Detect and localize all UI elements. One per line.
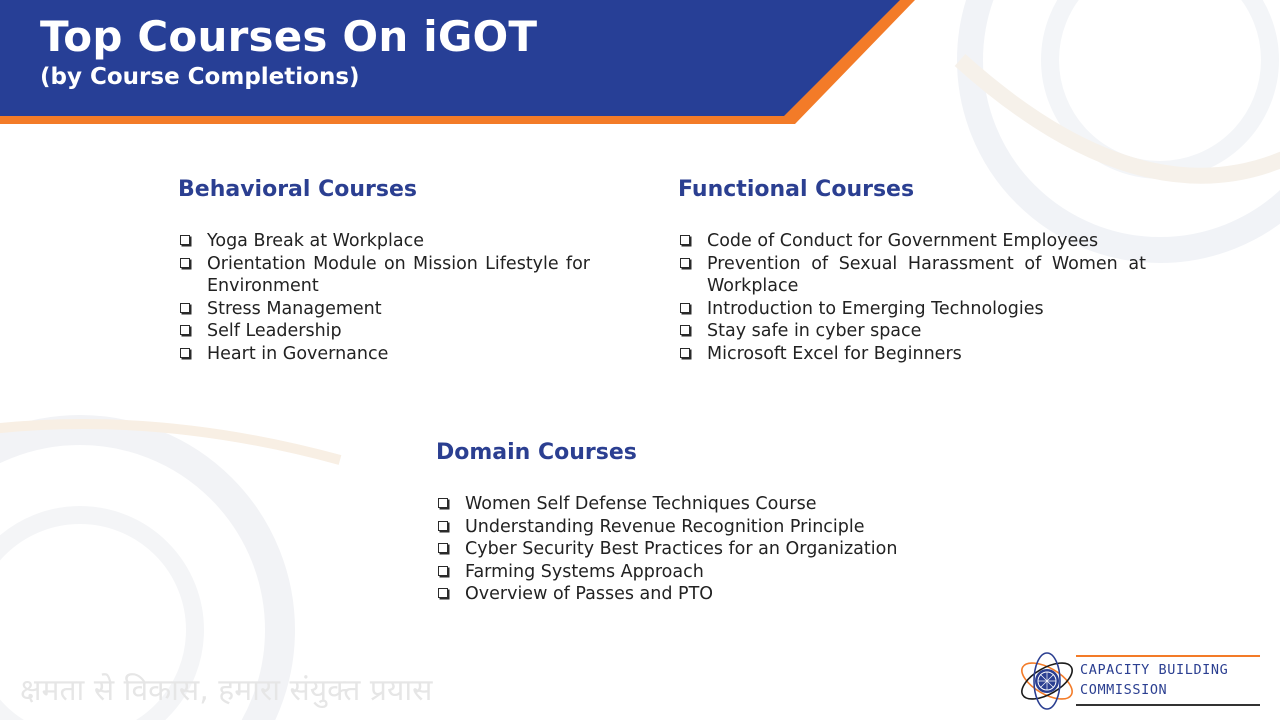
checkbox-bullet-icon xyxy=(438,588,448,598)
section-heading-behavioral: Behavioral Courses xyxy=(178,177,417,202)
list-item: Orientation Module on Mission Lifestyle for Environment xyxy=(178,253,590,298)
course-list-domain xyxy=(436,493,914,606)
checkbox-bullet-icon xyxy=(438,566,448,576)
list-item: Self Leadership xyxy=(178,320,590,343)
course-list-functional xyxy=(678,230,1146,365)
checkbox-bullet-icon xyxy=(680,325,690,335)
checkbox-bullet-icon xyxy=(438,543,448,553)
checkbox-bullet-icon xyxy=(438,498,448,508)
list-item: Understanding Revenue Recognition Principle xyxy=(436,516,914,539)
list-item: Farming Systems Approach xyxy=(436,561,914,584)
checkbox-bullet-icon xyxy=(680,303,690,313)
page-subtitle: (by Course Completions) xyxy=(40,64,360,90)
section-heading-functional: Functional Courses xyxy=(678,177,915,202)
functional-courses-section xyxy=(678,177,1146,365)
logo-divider-bottom xyxy=(1076,704,1260,706)
checkbox-bullet-icon xyxy=(180,303,190,313)
behavioral-courses-section xyxy=(178,177,590,365)
checkbox-bullet-icon xyxy=(180,258,190,268)
checkbox-bullet-icon xyxy=(180,235,190,245)
hindi-slogan-watermark: क्षमता से विकास, हमारा संयुक्त प्रयास xyxy=(20,673,433,708)
domain-courses-section xyxy=(436,440,914,606)
ashoka-chakra-icon xyxy=(1016,650,1078,712)
list-item: Stress Management xyxy=(178,298,590,321)
logo-text-line1: CAPACITY BUILDING xyxy=(1080,662,1229,678)
checkbox-bullet-icon xyxy=(680,258,690,268)
list-item: Yoga Break at Workplace xyxy=(178,230,590,253)
checkbox-bullet-icon xyxy=(180,325,190,335)
list-item: Microsoft Excel for Beginners xyxy=(678,343,1146,366)
course-list-behavioral xyxy=(178,230,590,365)
checkbox-bullet-icon xyxy=(680,348,690,358)
section-heading-domain: Domain Courses xyxy=(436,440,637,465)
checkbox-bullet-icon xyxy=(180,348,190,358)
cbc-logo xyxy=(1016,650,1268,712)
list-item: Women Self Defense Techniques Course xyxy=(436,493,914,516)
page-title: Top Courses On iGOT xyxy=(40,12,538,61)
list-item: Overview of Passes and PTO xyxy=(436,583,914,606)
checkbox-bullet-icon xyxy=(680,235,690,245)
list-item: Heart in Governance xyxy=(178,343,590,366)
logo-text-line2: COMMISSION xyxy=(1080,682,1168,698)
list-item: Prevention of Sexual Harassment of Women at Workplace xyxy=(678,253,1146,298)
list-item: Stay safe in cyber space xyxy=(678,320,1146,343)
list-item: Cyber Security Best Practices for an Organization xyxy=(436,538,914,561)
logo-divider-top xyxy=(1076,655,1260,657)
checkbox-bullet-icon xyxy=(438,521,448,531)
list-item: Code of Conduct for Government Employees xyxy=(678,230,1146,253)
list-item: Introduction to Emerging Technologies xyxy=(678,298,1146,321)
